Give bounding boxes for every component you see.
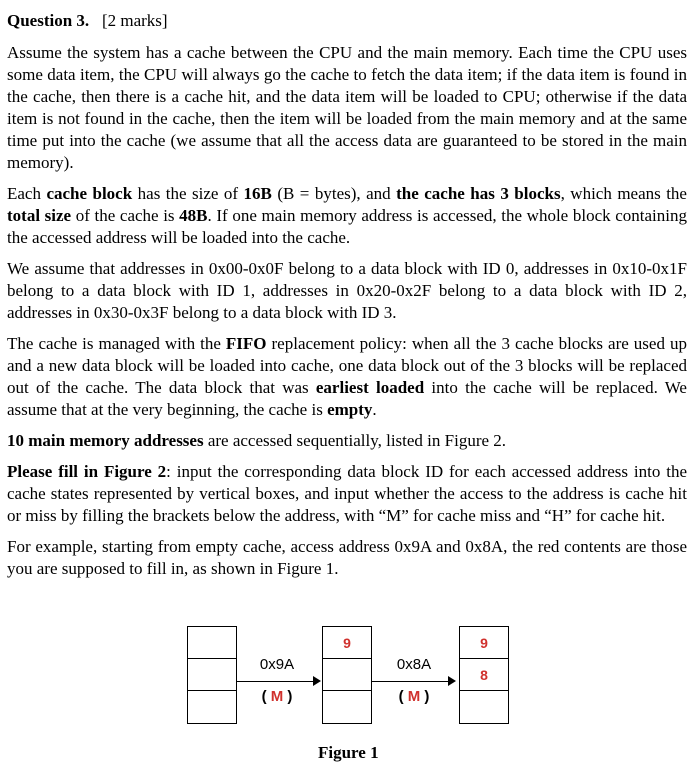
access-address: 0x9A bbox=[259, 656, 295, 673]
figure-1-diagram bbox=[0, 626, 691, 726]
paragraph-cache-size: Each cache block has the size of 16B (B = bytes), and the cache has 3 blocks, which means the total size of the cache is 48B. If one main memory address is accessed, the whole block containing the accessed address will be loaded into the cache. bbox=[7, 184, 687, 247]
question-marks: [2 marks] bbox=[101, 11, 168, 30]
cache-slot bbox=[323, 659, 371, 691]
cache-state-0 bbox=[187, 626, 237, 724]
access-arrow bbox=[372, 681, 450, 682]
access-result-value: M bbox=[270, 688, 284, 705]
figure-caption: Figure 1 bbox=[318, 743, 379, 762]
access-arrow bbox=[237, 681, 315, 682]
cache-slot: 9 bbox=[460, 627, 508, 659]
cache-slot: 8 bbox=[460, 659, 508, 691]
paragraph-fifo-policy: The cache is managed with the FIFO replacement policy: when all the 3 cache blocks are used up and a new data block will be loaded into cache, one data block out of the 3 blocks will be replaced out of the cache. The data block that was earliest loaded into the cache will be replaced. We assume that at the very beginning, the cache is empty. bbox=[7, 334, 687, 419]
paragraph-instructions: Please fill in Figure 2: input the corresponding data block ID for each accessed address into the cache states represented by vertical boxes, and input whether the access to the address is cache hit or miss by filling the brackets below the address, with “M” for cache miss and “H” for cache hit. bbox=[7, 462, 687, 525]
question-heading bbox=[7, 10, 687, 32]
cache-slot bbox=[188, 659, 236, 691]
cache-slot bbox=[188, 691, 236, 723]
access-result: ( M ) bbox=[261, 688, 293, 705]
cache-state-2 bbox=[459, 626, 509, 724]
access-result-value: M bbox=[407, 688, 421, 705]
question-document bbox=[7, 10, 687, 589]
access-result: ( M ) bbox=[398, 688, 430, 705]
arrowhead-icon bbox=[448, 676, 456, 686]
paragraph-cache-intro: Assume the system has a cache between the CPU and the main memory. Each time the CPU uses some data item, the CPU will always go the cache to fetch the data item; if the data item is found in the cache, then there is a cache hit, and the data item will be loaded to CPU; otherwise if the data item is not found in the cache, then the item will be loaded from the main memory and at the same time put into the cache (we assume that all the access data are guaranteed to be stored in the main memory). bbox=[7, 43, 687, 172]
paragraph-accesses: 10 main memory addresses are accessed sequentially, listed in Figure 2. bbox=[7, 431, 507, 450]
cache-slot bbox=[188, 627, 236, 659]
arrowhead-icon bbox=[313, 676, 321, 686]
access-address: 0x8A bbox=[396, 656, 432, 673]
paragraph-block-ids: We assume that addresses in 0x00-0x0F belong to a data block with ID 0, addresses in 0x10-0x1F belong to a data block with ID 1, addresses in 0x20-0x2F belong to a data block with ID 2, addresses in 0x30-0x3F belong to a data block with ID 3. bbox=[7, 259, 687, 322]
cache-state-1 bbox=[322, 626, 372, 724]
cache-slot bbox=[460, 691, 508, 723]
question-label: Question 3. bbox=[7, 11, 90, 30]
paragraph-example: For example, starting from empty cache, access address 0x9A and 0x8A, the red contents are those you are supposed to fill in, as shown in Figure 1. bbox=[7, 537, 687, 578]
cache-slot bbox=[323, 691, 371, 723]
cache-slot: 9 bbox=[323, 627, 371, 659]
